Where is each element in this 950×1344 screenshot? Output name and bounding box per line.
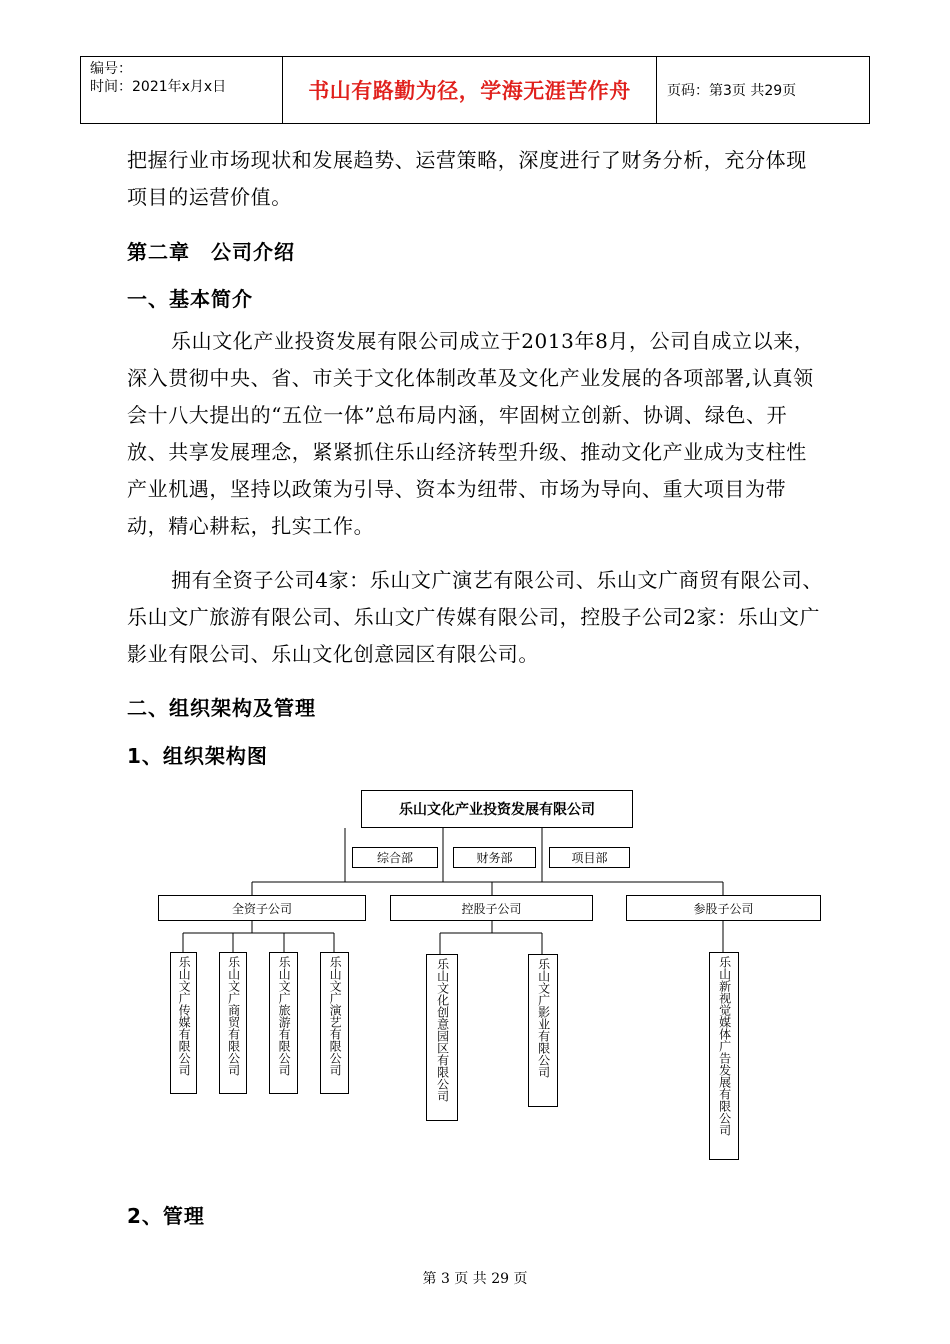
org-sub-new-vision-media: 乐山新视觉媒体广告发展有限公司 — [709, 952, 739, 1160]
org-dept-general: 综合部 — [352, 847, 438, 868]
org-sub-creative-park: 乐山文化创意园区有限公司 — [426, 954, 458, 1121]
org-chart-title: 1、组织架构图 — [127, 744, 268, 768]
intro-paragraph: 把握行业市场现状和发展趋势、运营策略，深度进行了财务分析，充分体现项目的运营价值。 — [127, 148, 807, 209]
section-org-title: 二、组织架构及管理 — [127, 696, 316, 720]
org-sub-tourism: 乐山文广旅游有限公司 — [269, 952, 298, 1094]
org-sub-trade: 乐山文广商贸有限公司 — [219, 952, 247, 1094]
org-sub-film: 乐山文广影业有限公司 — [528, 954, 558, 1107]
section-basic-intro-title: 一、基本简介 — [127, 287, 253, 311]
page-footer: 第 3 页 共 29 页 — [422, 1271, 528, 1287]
management-title: 2、管理 — [127, 1204, 205, 1228]
org-sub-media: 乐山文广传媒有限公司 — [170, 952, 197, 1094]
org-dept-finance: 财务部 — [453, 847, 536, 868]
org-group-wholly-owned: 全资子公司 — [158, 895, 366, 921]
header-number: 编号： — [90, 61, 132, 77]
org-dept-projects: 项目部 — [549, 847, 630, 868]
header-page-info: 页码：第3页 共29页 — [667, 83, 797, 99]
org-sub-performing: 乐山文广演艺有限公司 — [320, 952, 349, 1094]
header-motto: 书山有路勤为径，学海无涯苦作舟 — [283, 57, 657, 123]
org-root-company: 乐山文化产业投资发展有限公司 — [361, 790, 633, 828]
org-group-holding: 控股子公司 — [390, 895, 593, 921]
header-time: 时间：2021年x月x日 — [90, 79, 227, 95]
subsidiaries-paragraph: 拥有全资子公司4家：乐山文广演艺有限公司、乐山文广商贸有限公司、乐山文广旅游有限公司、乐山文广传媒有限公司，控股子公司2家：乐山文广影业有限公司、乐山文化创意园区有限公司。 — [127, 568, 823, 666]
basic-intro-paragraph: 乐山文化产业投资发展有限公司成立于2013年8月，公司自成立以来，深入贯彻中央、省、市关于文化体制改革及文化产业发展的各项部署,认真领会十八大提出的“五位一体”总布局内涵，牢固树立创新、协调、绿色、开放、共享发展理念，紧紧抓住乐山经济转型升级、推动文化产业成为支柱性产业机遇，坚持以政策为引导、资本为纽带、市场为导向、重大项目为带动，精心耕耘，扎实工作。 — [127, 329, 815, 538]
org-group-participating: 参股子公司 — [626, 895, 821, 921]
chapter-title: 第二章 公司介绍 — [127, 240, 295, 264]
